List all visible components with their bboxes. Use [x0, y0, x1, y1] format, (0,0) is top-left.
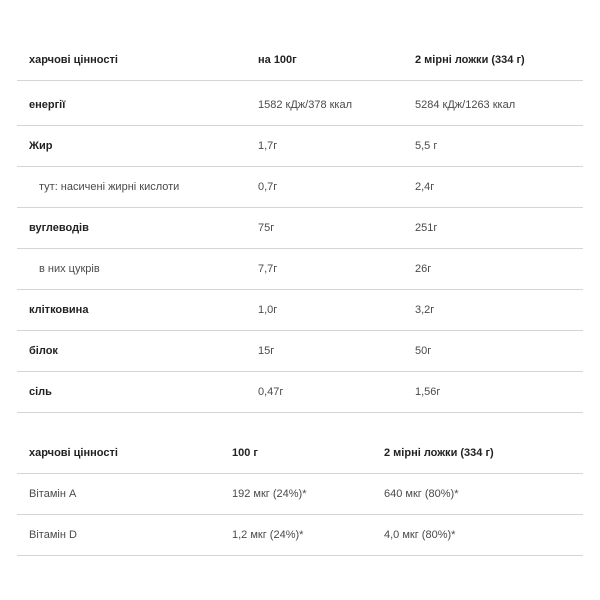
row-value-2-scoops: 4,0 мкг (80%)* — [384, 529, 456, 541]
row-value-2-scoops: 50г — [415, 345, 432, 357]
header-2-scoops: 2 мірні ложки (334 г) — [384, 447, 494, 459]
row-value-2-scoops: 1,56г — [415, 386, 441, 398]
header-100g: 100 г — [232, 447, 258, 459]
table-row-energy — [17, 85, 583, 126]
row-value-per-100g: 1,2 мкг (24%)* — [232, 529, 304, 541]
header-nutritional-values: харчові цінності — [29, 54, 118, 66]
table-row-carbohydrates — [17, 208, 583, 249]
row-value-per-100g: 7,7г — [258, 263, 278, 275]
header-nutritional-values: харчові цінності — [29, 447, 118, 459]
table-row-fiber — [17, 290, 583, 331]
row-label-vitamin-a: Вітамін A — [29, 488, 77, 500]
table-row-fat — [17, 126, 583, 167]
row-value-per-100g: 192 мкг (24%)* — [232, 488, 307, 500]
row-value-2-scoops: 3,2г — [415, 304, 435, 316]
table-row-sugars — [17, 249, 583, 290]
row-value-per-100g: 1,7г — [258, 140, 278, 152]
row-value-per-100g: 1,0г — [258, 304, 278, 316]
row-value-per-100g: 0,7г — [258, 181, 278, 193]
row-value-2-scoops: 640 мкг (80%)* — [384, 488, 459, 500]
row-value-2-scoops: 2,4г — [415, 181, 435, 193]
table-row-protein — [17, 331, 583, 372]
table-row-vitamin-d — [17, 515, 583, 556]
row-value-2-scoops: 5,5 г — [415, 140, 438, 152]
row-value-2-scoops: 251г — [415, 222, 438, 234]
row-label-fat: Жир — [29, 140, 53, 152]
header-per-100g: на 100г — [258, 54, 297, 66]
row-label-saturated-fat: тут: насичені жирні кислоти — [39, 181, 180, 193]
row-label-salt: сіль — [29, 386, 52, 398]
row-value-per-100g: 15г — [258, 345, 275, 357]
header-2-scoops: 2 мірні ложки (334 г) — [415, 54, 525, 66]
table-row-saturated-fat — [17, 167, 583, 208]
row-label-carbohydrates: вуглеводів — [29, 222, 89, 234]
row-label-sugars: в них цукрів — [39, 263, 100, 275]
table-header-row — [17, 433, 583, 474]
row-label-protein: білок — [29, 345, 58, 357]
row-label-vitamin-d: Вітамін D — [29, 529, 77, 541]
table-header-row — [17, 40, 583, 81]
table-row-vitamin-a — [17, 474, 583, 515]
table-row-salt — [17, 372, 583, 413]
row-label-fiber: клітковина — [29, 304, 89, 316]
row-label-energy: енергії — [29, 99, 66, 111]
row-value-2-scoops: 26г — [415, 263, 432, 275]
row-value-per-100g: 1582 кДж/378 ккал — [258, 99, 353, 111]
row-value-2-scoops: 5284 кДж/1263 ккал — [415, 99, 516, 111]
row-value-per-100g: 0,47г — [258, 386, 284, 398]
row-value-per-100g: 75г — [258, 222, 275, 234]
